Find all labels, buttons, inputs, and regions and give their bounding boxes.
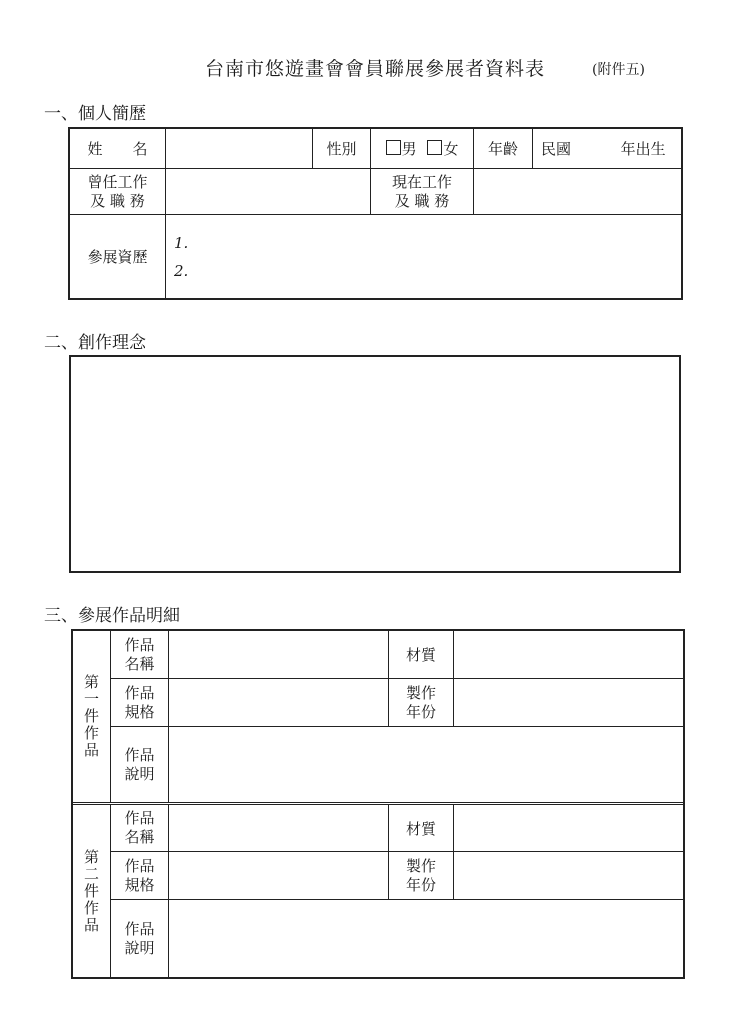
work-2-title-field[interactable]: [169, 804, 389, 852]
work-1-desc-label: 作品 說明: [111, 727, 169, 804]
work-2-spec-label: 作品 規格: [111, 852, 169, 900]
gender-options: [371, 129, 474, 169]
work-2-spec-field[interactable]: [169, 852, 389, 900]
works-table: [72, 630, 684, 978]
annex-label: (附件五): [592, 62, 645, 78]
birth-suffix: 年出生: [620, 140, 666, 158]
section-3-heading: 三、參展作品明細: [44, 606, 180, 626]
prev-job-field[interactable]: [166, 169, 371, 215]
prev-job-label: 曾任工作 及 職 務: [70, 169, 166, 215]
work-1-title-field[interactable]: [169, 631, 389, 679]
male-checkbox[interactable]: [386, 140, 401, 155]
work-2-group-label: 第二件作品: [73, 804, 111, 978]
form-title: 台南市悠遊畫會會員聯展參展者資料表: [204, 58, 545, 80]
age-label: 年齡: [474, 129, 533, 169]
work-2-material-label: 材質: [389, 804, 454, 852]
work-2-desc-label: 作品 說明: [111, 900, 169, 978]
exhibit-history-field[interactable]: [166, 215, 682, 299]
work-1-spec-field[interactable]: [169, 679, 389, 727]
work-2-desc-field[interactable]: [169, 900, 684, 978]
female-checkbox[interactable]: [427, 140, 442, 155]
exhibit-history-label: 參展資歷: [70, 215, 166, 299]
work-1-group-label: 第一件作品: [73, 631, 111, 804]
name-label: 姓 名: [70, 129, 166, 169]
work-1-year-label: 製作 年份: [389, 679, 454, 727]
exhibit-item-2: 2.: [174, 261, 189, 280]
section-1-heading: 一、個人簡歷: [44, 104, 146, 124]
work-1-desc-field[interactable]: [169, 727, 684, 804]
creative-concept-box[interactable]: [69, 355, 681, 573]
work-1-year-field[interactable]: [454, 679, 684, 727]
cur-job-label: 現在工作 及 職 務: [371, 169, 474, 215]
work-1-title-label: 作品 名稱: [111, 631, 169, 679]
male-label: 男: [401, 140, 417, 158]
personal-info-table: [69, 128, 682, 299]
section-2-heading: 二、創作理念: [44, 333, 146, 353]
name-field[interactable]: [166, 129, 313, 169]
work-2-year-field[interactable]: [454, 852, 684, 900]
exhibit-item-1: 1.: [174, 233, 189, 252]
female-label: 女: [443, 140, 459, 158]
gender-label: 性別: [313, 129, 371, 169]
cur-job-field[interactable]: [474, 169, 682, 215]
work-2-title-label: 作品 名稱: [111, 804, 169, 852]
work-1-material-field[interactable]: [454, 631, 684, 679]
work-2-material-field[interactable]: [454, 804, 684, 852]
birth-prefix: 民國: [541, 140, 572, 158]
birth-year-field[interactable]: [533, 129, 682, 169]
work-1-spec-label: 作品 規格: [111, 679, 169, 727]
work-1-material-label: 材質: [389, 631, 454, 679]
work-2-year-label: 製作 年份: [389, 852, 454, 900]
